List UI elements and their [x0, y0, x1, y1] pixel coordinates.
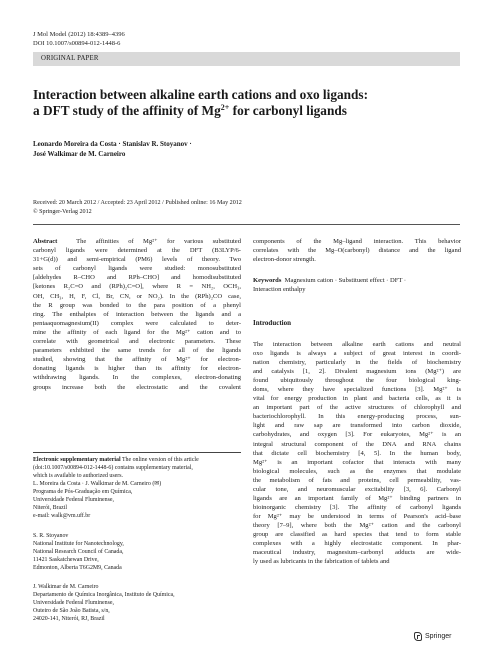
- introduction-body: [253, 340, 461, 566]
- author-list: [33, 139, 363, 159]
- copyright-line: © Springer-Verlag 2012: [33, 208, 92, 215]
- introduction-line: bioinorganic chemistry [3]. The affinity of carbonyl ligands: [253, 503, 461, 511]
- affiliation-line: L. Moreira da Costa · J. Walkimar de M. Carneiro (✉): [33, 481, 162, 487]
- affiliation-line: Universidade Federal Fluminense,: [33, 599, 114, 606]
- introduction-line: that dictate cell biochemistry [4, 5]. In the human body,: [253, 449, 461, 457]
- introduction-line: maceutical industry, magnesium–carbonyl adducts are wide-: [253, 549, 461, 557]
- dates-line: Received: 20 March 2012 / Accepted: 23 April 2012 / Published online: 16 May 2012: [33, 200, 242, 206]
- affiliation-3: [33, 584, 243, 624]
- introduction-heading: Introduction: [253, 319, 291, 327]
- abstract-line: components of the Mg–ligand interaction. This behavior: [253, 238, 461, 245]
- keywords-text: Interaction enthalpy: [253, 286, 306, 294]
- publisher-logo: [414, 632, 451, 641]
- affiliation-line: Departamento de Química Inorgânica, Instituto de Química,: [33, 591, 175, 598]
- article-type-banner: [33, 52, 460, 66]
- abstract-line: parameters exhibited the same trends for all of the ligands: [33, 347, 241, 355]
- abstract-line: carbonyl ligands were determined at the DFT (B3LYP/6-: [33, 247, 241, 255]
- abstract-line: correlates with the Mg–O(carbonyl) distance and the ligand: [253, 247, 461, 255]
- authors-line-2: José Walkimar de M. Carneiro: [33, 150, 126, 158]
- abstract-heading: Abstract: [33, 238, 58, 245]
- affiliation-line: National Research Council of Canada,: [33, 548, 124, 555]
- introduction-line: for Mg²⁺ may be understood in terms of Pearson's acid–base: [253, 512, 461, 520]
- abstract-line: pentaaquomagnesium(II) complex were calculated to deter-: [33, 319, 241, 327]
- abstract-line: correlate with geometrical and electronic parameters. These: [33, 338, 241, 346]
- abstract-line: mine the affinity of each ligand for the Mg²⁺ cation and to: [33, 328, 241, 336]
- abstract-line: 31+G(d)) and semi-empirical (PM6) levels of theory. Two: [33, 256, 241, 264]
- introduction-line: found ubiquitously throughout the four biological king-: [253, 377, 461, 385]
- supplementary-text: which is available to authorized users.: [33, 473, 123, 480]
- introduction-line: The interaction between alkaline earth cations and neutral: [253, 341, 461, 348]
- introduction-line: vital for energy production in plant and bacteria cells, as it is: [253, 395, 461, 403]
- supplementary-note: [33, 452, 241, 481]
- affiliation-2: [33, 533, 243, 573]
- affiliation-line: Edmonton, Alberta T6G2M9, Canada: [33, 564, 122, 571]
- introduction-line: and catalysis [1, 2]. Divalent magnesium ions (Mg²⁺) are: [253, 368, 461, 376]
- title-superscript: 2+: [220, 103, 230, 112]
- introduction-line: nation chemistry, particularly in the fields of biochemistry: [253, 359, 461, 367]
- introduction-line: light and raw sap are transformed into carbon dioxide,: [253, 422, 461, 430]
- publication-dates: [33, 199, 463, 216]
- introduction-line: oxo ligands is always a subject of great interest in coordi-: [253, 350, 461, 358]
- article-type-label: ORIGINAL PAPER: [41, 55, 99, 62]
- supplementary-text: The online version of this article: [120, 457, 199, 463]
- introduction-line: carbohydrates, and oxygen [3]. For eukaryotes, Mg²⁺ is an: [253, 431, 461, 439]
- paper-title: [33, 87, 463, 119]
- introduction-line: doms, where they have specialized functions [3]. Mg²⁺ is: [253, 386, 461, 394]
- affiliation-line: Outeiro de São João Batista, s/n,: [33, 607, 110, 614]
- abstract-line: [ketones R₂C=O and (RPh)₂C=O], where R = NH₂, OCH₃,: [33, 283, 241, 291]
- affiliation-line: Niterói, Brazil: [33, 504, 68, 511]
- introduction-line: an important part of the active structures of chlorophyll and: [253, 404, 461, 412]
- abstract-block: [33, 237, 241, 392]
- affiliation-line: Universidade Federal Fluminense,: [33, 496, 114, 503]
- affiliation-line: National Institute for Nanotechnology,: [33, 540, 124, 547]
- abstract-line: Abstract The affinities of Mg²⁺ for various substituted: [33, 238, 241, 245]
- title-line-2-end: for carbonyl ligands: [229, 103, 347, 118]
- introduction-line: Mg²⁺ is an important cofactor that interacts with many: [253, 458, 461, 466]
- keywords-heading: Keywords: [253, 277, 282, 284]
- abstract-line: donating ligands is higher than its affinity for electron-: [33, 365, 241, 373]
- journal-citation: J Mol Model (2012) 18:4389–4396: [33, 31, 125, 38]
- supplementary-doi-link[interactable]: (doi:10.1007/s00894-012-1448-6) contains supplementary material,: [33, 465, 193, 472]
- introduction-line: integral structural component of the DNA and RNA chains: [253, 440, 461, 448]
- title-line-2-text: a DFT study of the affinity of Mg: [33, 103, 221, 118]
- title-line-2: [33, 103, 463, 119]
- abstract-line: studied, showing that the affinity of Mg²⁺ for electron-: [33, 356, 241, 364]
- introduction-line: theory [7–9], where both the Mg²⁺ cation and the carbonyl: [253, 521, 461, 529]
- abstract-line: withdrawing ligands. In the complexes, electron-donating: [33, 374, 241, 382]
- abstract-continuation: [253, 237, 461, 264]
- abstract-line: [aldehydes R–CHO and RPh–CHO] and homodisubstituted: [33, 274, 241, 282]
- keywords-block: [253, 276, 461, 294]
- authors-line-1: Leonardo Moreira da Costa · Stanislav R. Stoyanov ·: [33, 140, 192, 148]
- supplementary-heading: Electronic supplementary material: [33, 457, 121, 463]
- abstract-line: electron-donor strength.: [253, 256, 316, 264]
- publisher-name: Springer: [425, 633, 452, 640]
- introduction-line: ly used as lubricants in the fabrication of tablets and: [253, 558, 390, 566]
- abstract-line: the R group was bonded to the para position of a phenyl: [33, 301, 241, 309]
- introduction-line: ligands are an important family of Mg²⁺ binding partners in: [253, 494, 461, 502]
- springer-horse-icon: [414, 632, 422, 641]
- introduction-line: cular tone, and neuromuscular excitability [3, 6]. Carbonyl: [253, 485, 461, 493]
- affiliation-line: J. Walkimar de M. Carneiro: [33, 584, 99, 590]
- abstract-line: groups increase both the electrostatic and the covalent: [33, 383, 241, 391]
- affiliation-line: 24020-141, Niterói, RJ, Brazil: [33, 615, 105, 622]
- title-line-1: Interaction between alkaline earth cations and oxo ligands:: [33, 87, 369, 102]
- affiliation-line: 11421 Saskatchewan Drive,: [33, 556, 99, 563]
- introduction-line: bacteriochlorophyll. In this energy-producing process, sun-: [253, 413, 461, 421]
- introduction-line: biological molecules, such as the enzymes that modulate: [253, 467, 461, 475]
- abstract-line: ring. The enthalpies of interaction between the ligands and a: [33, 310, 241, 318]
- affiliation-line: Programa de Pós-Graduação em Química,: [33, 488, 133, 495]
- journal-doi: DOI 10.1007/s00894-012-1448-6: [33, 40, 121, 47]
- introduction-line: complexes with a highly electrostatic component. In phar-: [253, 540, 461, 548]
- keywords-text: Magnesium cation · Substituent effect · DFT ·: [284, 277, 407, 284]
- header-divider: [33, 224, 460, 225]
- affiliation-1: [33, 481, 243, 521]
- affiliation-line: S. R. Stoyanov: [33, 533, 69, 539]
- abstract-line: sets of carbonyl ligands were studied: monosubstituted: [33, 265, 241, 273]
- introduction-line: group are classified as hard species that tend to form stable: [253, 530, 461, 538]
- introduction-line: the metabolism of fats and proteins, cell permeability, vas-: [253, 476, 461, 484]
- journal-header: [33, 30, 125, 48]
- email-link[interactable]: e-mail: walk@vm.uff.br: [33, 512, 91, 519]
- abstract-line: OH, CH₃, H, F, Cl, Br, CN, or NO₂). In the (RPh)₂CO case,: [33, 292, 241, 300]
